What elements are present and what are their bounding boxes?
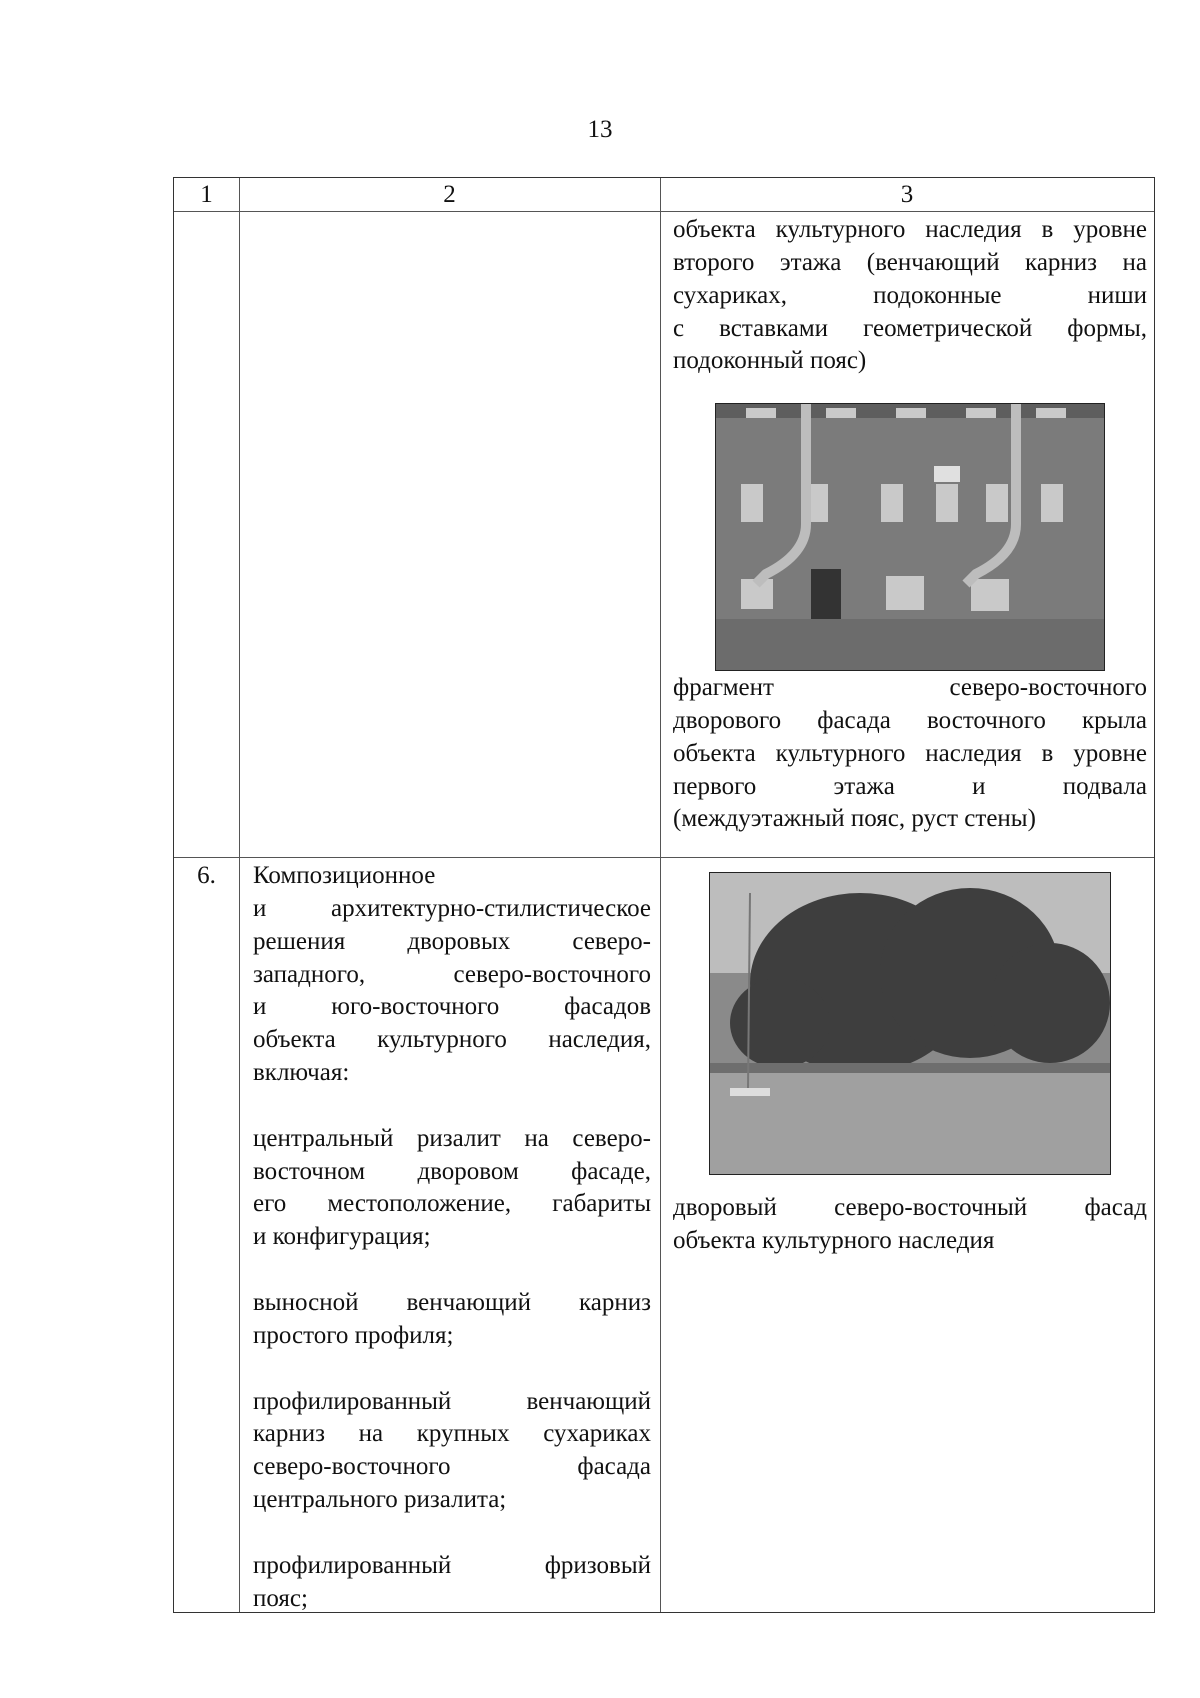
header-col-1: 1 <box>200 181 213 208</box>
header-col-3: 3 <box>900 181 914 208</box>
text-line: профилированный фризовый <box>253 1551 651 1579</box>
text-line: объекта культурного наследия в уровне <box>673 739 1147 767</box>
text-line: объекта культурного наследия <box>673 1226 995 1254</box>
text-line: Композиционное <box>253 862 436 889</box>
header-divider <box>174 211 1154 212</box>
text-line: объекта культурного наследия в уровне <box>673 216 1147 243</box>
heritage-table <box>173 177 1155 1613</box>
cont-description-bottom <box>673 672 1147 836</box>
row6-photo-caption <box>673 1192 1147 1258</box>
paragraph <box>253 1386 651 1517</box>
facade-photo <box>715 403 1105 671</box>
text-line: объекта культурного наследия, <box>253 1026 651 1054</box>
text-line: центральный ризалит на северо- <box>253 1124 651 1152</box>
text-line: (междуэтажный пояс, руст стены) <box>673 805 1036 833</box>
text-line: фрагмент северо-восточного <box>673 674 1147 701</box>
column-divider <box>660 178 661 1612</box>
cont-description-top <box>673 214 1147 378</box>
paragraph <box>253 1287 651 1353</box>
row-number: 6. <box>197 862 216 889</box>
text-line: дворовый северо-восточный фасад <box>673 1194 1147 1221</box>
text-line: его местоположение, габариты <box>253 1190 651 1218</box>
page-number: 13 <box>587 116 613 143</box>
text-line: решения дворовых северо- <box>253 927 651 955</box>
text-line: выносной венчающий карниз <box>253 1288 651 1316</box>
text-line: восточном дворовом фасаде, <box>253 1157 651 1185</box>
text-line: подоконный пояс) <box>673 347 867 375</box>
text-line: второго этажа (венчающий карниз на <box>673 248 1147 276</box>
text-line: и конфигурация; <box>253 1223 431 1251</box>
paragraph <box>253 1123 651 1254</box>
row6-description <box>253 860 651 1615</box>
text-line: центрального ризалита; <box>253 1486 507 1514</box>
text-line: сухариках, подоконные ниши <box>673 281 1147 309</box>
paragraph <box>253 860 651 1090</box>
text-line: и юго-восточного фасадов <box>253 993 651 1021</box>
text-line: включая: <box>253 1059 350 1087</box>
text-line: профилированный венчающий <box>253 1387 651 1415</box>
courtyard-photo <box>709 872 1111 1175</box>
text-line: первого этажа и подвала <box>673 772 1147 800</box>
header-col-2: 2 <box>443 181 456 208</box>
text-line: с вставками геометрической формы, <box>673 314 1147 342</box>
text-line: карниз на крупных сухариках <box>253 1420 651 1448</box>
text-line: и архитектурно-стилистическое <box>253 894 651 922</box>
column-divider <box>239 178 240 1612</box>
text-line: простого профиля; <box>253 1321 454 1349</box>
text-line: пояс; <box>253 1584 308 1612</box>
paragraph <box>253 1550 651 1616</box>
text-line: дворового фасада восточного крыла <box>673 706 1147 734</box>
text-line: северо-восточного фасада <box>253 1453 651 1481</box>
text-line: западного, северо-восточного <box>253 960 651 988</box>
row-divider <box>174 857 1154 858</box>
